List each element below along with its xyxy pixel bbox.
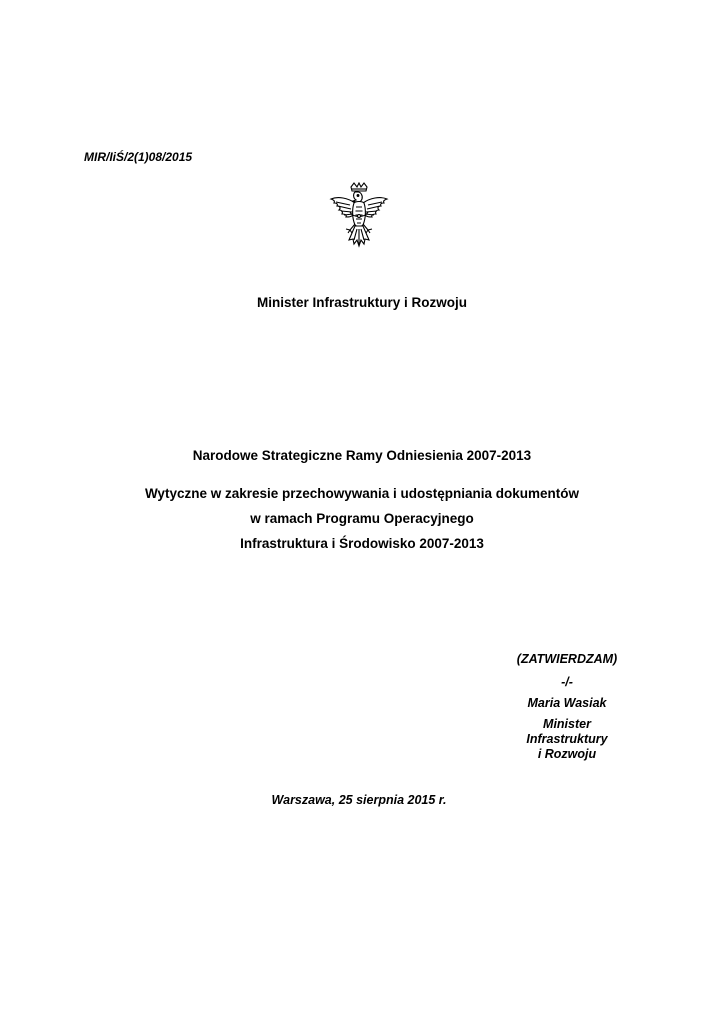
- title-line-2: w ramach Programu Operacyjnego: [250, 511, 474, 526]
- approver-role-line-3: i Rozwoju: [537, 747, 597, 761]
- approval-status: (ZATWIERDZAM): [516, 652, 618, 666]
- approver-role: [506, 717, 628, 762]
- approval-signature: -/-: [561, 675, 573, 689]
- framework-heading: Narodowe Strategiczne Ramy Odniesienia 2007-2013: [192, 448, 532, 463]
- place-and-date-text: Warszawa, 25 sierpnia 2015 r.: [271, 793, 447, 807]
- approver-role-line-1: Minister: [543, 717, 591, 731]
- issuer-heading: Minister Infrastruktury i Rozwoju: [256, 295, 468, 310]
- approver-name: Maria Wasiak: [527, 696, 607, 710]
- polish-eagle-icon: [326, 182, 392, 250]
- reference-number: MIR/IiŚ/2(1)08/2015: [84, 150, 193, 164]
- approver-role-line-2: Infrastruktury: [526, 732, 608, 746]
- title-line-3: Infrastruktura i Środowisko 2007-2013: [240, 536, 484, 551]
- title-line-1: Wytyczne w zakresie przechowywania i udostępniania dokumentów: [144, 486, 580, 501]
- place-and-date: [0, 793, 724, 807]
